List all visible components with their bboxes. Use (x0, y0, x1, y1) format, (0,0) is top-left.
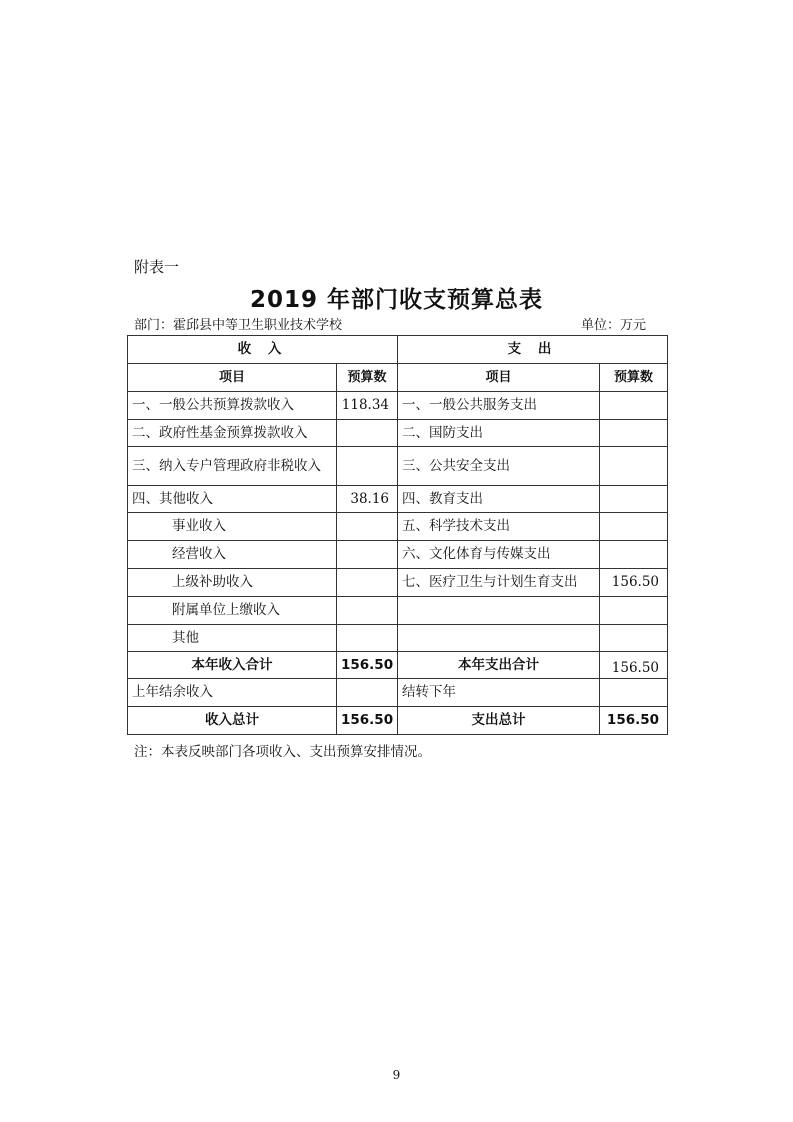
year-income-total-value: 156.50 (337, 652, 398, 679)
expense-item: 二、国防支出 (398, 420, 600, 447)
income-item: 上级补助收入 (128, 569, 337, 597)
income-item-header: 项目 (128, 364, 337, 392)
year-expense-total-label: 本年支出合计 (398, 652, 600, 679)
grand-total-row (128, 707, 668, 735)
income-item: 一、一般公共预算拨款收入 (128, 392, 337, 420)
expense-value (600, 513, 668, 541)
expense-value (600, 486, 668, 513)
unit-label: 单位：万元 (581, 318, 647, 333)
income-item: 其他 (128, 625, 337, 652)
page-title: 2019 年部门收支预算总表 (249, 287, 544, 313)
income-grand-total-label: 收入总计 (128, 707, 337, 735)
income-value: 118.34 (337, 392, 398, 420)
income-value (337, 597, 398, 625)
expense-item: 一、一般公共服务支出 (398, 392, 600, 420)
income-item: 二、政府性基金预算拨款收入 (128, 420, 337, 447)
expense-item (398, 597, 600, 625)
expense-item: 七、医疗卫生与计划生育支出 (398, 569, 600, 597)
table-row (128, 513, 668, 541)
expense-grand-total-value: 156.50 (600, 707, 668, 735)
income-value (337, 513, 398, 541)
expense-value (600, 597, 668, 625)
prior-year-surplus-label: 上年结余收入 (128, 679, 337, 707)
table-row (128, 625, 668, 652)
expense-value (600, 541, 668, 569)
income-item: 附属单位上缴收入 (128, 597, 337, 625)
expense-value: 156.50 (600, 569, 668, 597)
table-row (128, 486, 668, 513)
income-value (337, 625, 398, 652)
table-row (128, 392, 668, 420)
table-row (128, 597, 668, 625)
expense-item: 四、教育支出 (398, 486, 600, 513)
income-grand-total-value: 156.50 (337, 707, 398, 735)
expense-value (600, 625, 668, 652)
section-header-row (128, 336, 668, 364)
department-label: 部门：霍邱县中等卫生职业技术学校 (134, 318, 343, 333)
income-value (337, 420, 398, 447)
table-row (128, 447, 668, 486)
table-note: 注：本表反映部门各项收入、支出预算安排情况。 (134, 744, 431, 760)
year-income-total-label: 本年收入合计 (128, 652, 337, 679)
carryover-row (128, 679, 668, 707)
expense-item: 六、文化体育与传媒支出 (398, 541, 600, 569)
income-item: 事业收入 (128, 513, 337, 541)
income-item: 三、纳入专户管理政府非税收入 (128, 447, 337, 486)
page-number: 9 (392, 1068, 401, 1082)
table-row (128, 569, 668, 597)
table-row (128, 541, 668, 569)
carry-forward-value (600, 679, 668, 707)
column-header-row (128, 364, 668, 392)
year-expense-total-value: 156.50 (600, 652, 668, 679)
income-value (337, 447, 398, 486)
expense-item (398, 625, 600, 652)
table-row (128, 420, 668, 447)
income-value (337, 541, 398, 569)
income-value: 38.16 (337, 486, 398, 513)
expense-value (600, 420, 668, 447)
expense-value (600, 447, 668, 486)
income-budget-header: 预算数 (337, 364, 398, 392)
expense-item: 三、公共安全支出 (398, 447, 600, 486)
expense-header: 支 出 (398, 336, 668, 364)
carry-forward-label: 结转下年 (398, 679, 600, 707)
budget-table (127, 335, 668, 735)
prior-year-surplus-value (337, 679, 398, 707)
income-item: 四、其他收入 (128, 486, 337, 513)
expense-item: 五、科学技术支出 (398, 513, 600, 541)
income-item: 经营收入 (128, 541, 337, 569)
expense-grand-total-label: 支出总计 (398, 707, 600, 735)
expense-value (600, 392, 668, 420)
expense-budget-header: 预算数 (600, 364, 668, 392)
income-header: 收 入 (128, 336, 398, 364)
expense-item-header: 项目 (398, 364, 600, 392)
appendix-label: 附表一 (134, 258, 180, 276)
income-value (337, 569, 398, 597)
year-total-row (128, 652, 668, 679)
